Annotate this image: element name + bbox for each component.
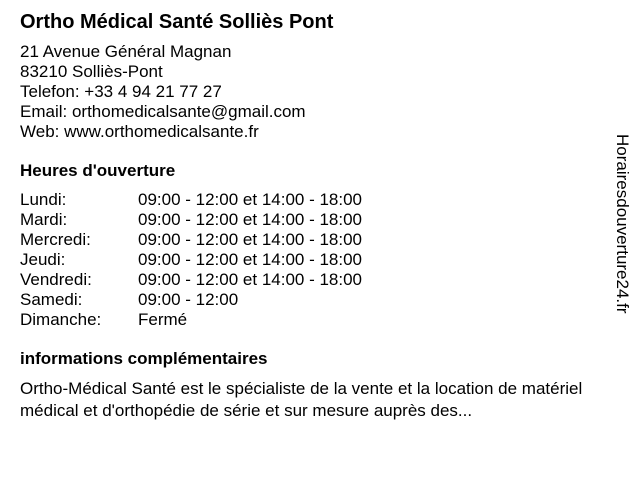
time-range: 09:00 - 12:00 et 14:00 - 18:00: [138, 250, 363, 269]
day-label: Jeudi:: [20, 250, 66, 269]
hours-row-friday: [20, 270, 610, 290]
phone-line: Telefon: +33 4 94 21 77 27: [20, 82, 222, 101]
web-line: Web: www.orthomedicalsante.fr: [20, 122, 259, 141]
hours-row-sunday: [20, 310, 610, 330]
day-label: Mardi:: [20, 210, 68, 229]
business-name: Ortho Médical Santé Solliès Pont: [20, 11, 334, 33]
hours-heading: Heures d'ouverture: [20, 161, 176, 180]
day-label: Mercredi:: [20, 230, 91, 249]
watermark-text: Horairesdouverture24.fr: [613, 134, 632, 314]
day-label: Lundi:: [20, 190, 67, 209]
business-card: [20, 8, 610, 422]
day-label: Vendredi:: [20, 270, 92, 289]
hours-row-saturday: [20, 290, 610, 310]
description-text: Ortho-Médical Santé est le spécialiste de la vente et la location de matériel médical et d'orthopédie de série et sur mesure auprès des...: [20, 379, 583, 420]
time-range: 09:00 - 12:00 et 14:00 - 18:00: [138, 230, 363, 249]
time-range: 09:00 - 12:00 et 14:00 - 18:00: [138, 210, 363, 229]
address-line-1: 21 Avenue Général Magnan: [20, 42, 232, 61]
hours-row-thursday: [20, 250, 610, 270]
time-range: 09:00 - 12:00: [138, 290, 239, 309]
hours-row-wednesday: [20, 230, 610, 250]
day-label: Samedi:: [20, 290, 83, 309]
site-watermark: [611, 134, 633, 346]
time-range: Fermé: [138, 310, 188, 329]
hours-table: [20, 190, 610, 330]
time-range: 09:00 - 12:00 et 14:00 - 18:00: [138, 190, 363, 209]
hours-row-tuesday: [20, 210, 610, 230]
day-label: Dimanche:: [20, 310, 102, 329]
email-line: Email: orthomedicalsante@gmail.com: [20, 102, 306, 121]
more-info-heading: informations complémentaires: [20, 349, 268, 368]
address-line-2: 83210 Solliès-Pont: [20, 62, 163, 81]
time-range: 09:00 - 12:00 et 14:00 - 18:00: [138, 270, 363, 289]
hours-row-monday: [20, 190, 610, 210]
